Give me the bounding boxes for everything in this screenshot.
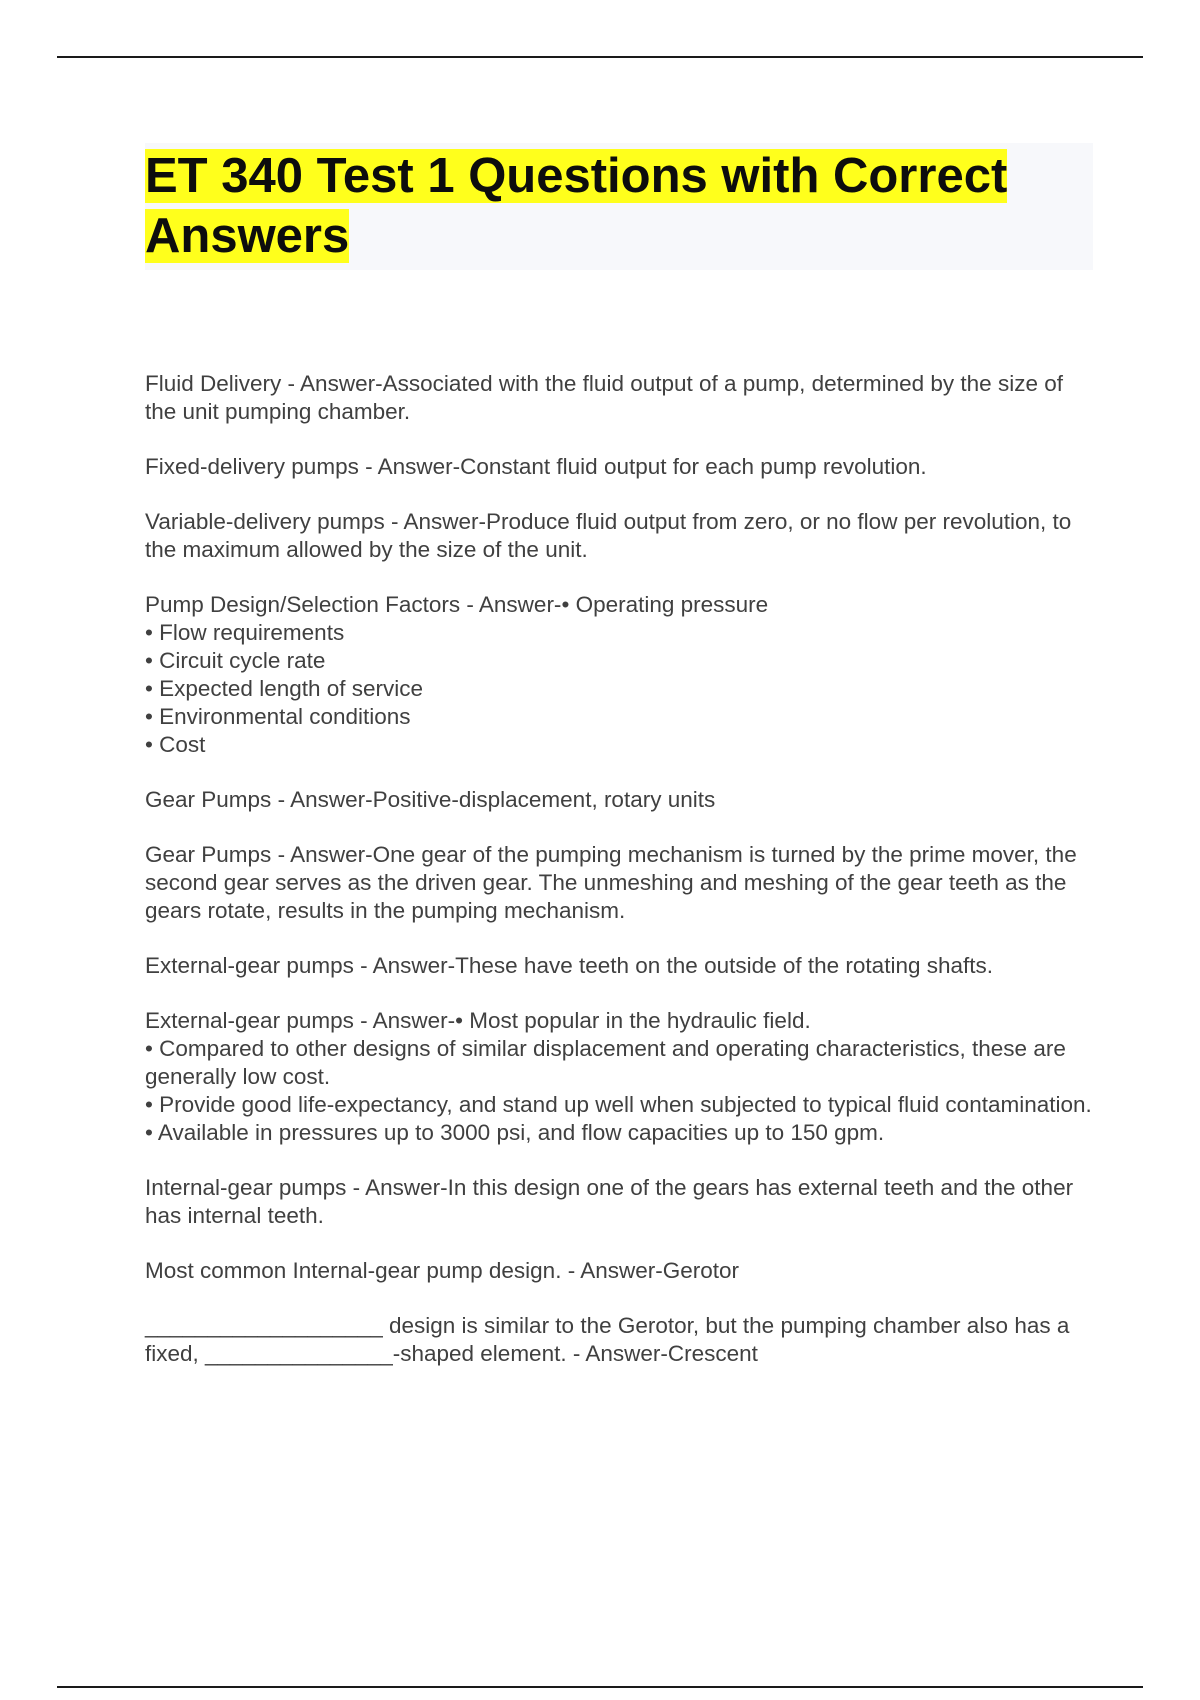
qa-answer: Produce fluid output from zero, or no flow per revolution, to the maximum allowed by the size of the unit. bbox=[145, 509, 1072, 562]
qa-question: Fluid Delivery bbox=[145, 371, 282, 396]
qa-item bbox=[145, 508, 1093, 564]
qa-question: Gear Pumps bbox=[145, 787, 272, 812]
qa-item bbox=[145, 952, 1093, 980]
qa-answer: • Operating pressure • Flow requirements • Circuit cycle rate • Expected length of service • Environmental conditions • Cost bbox=[145, 592, 769, 757]
title-block bbox=[145, 143, 1093, 270]
qa-item bbox=[145, 1174, 1093, 1230]
qa-item bbox=[145, 453, 1093, 481]
qa-question: Pump Design/Selection Factors bbox=[145, 592, 461, 617]
qa-answer: • Most popular in the hydraulic field. • Compared to other designs of similar displacement and operating characteristics, these are generally low cost. • Provide good life-expectancy, and stand up well when subjected to typical fluid contamination. • Available in pressures up to 3000 psi, and flow capacities up to 150 gpm. bbox=[145, 1008, 1092, 1145]
qa-answer: Positive-displacement, rotary units bbox=[372, 787, 716, 812]
document-title bbox=[145, 146, 1093, 266]
qa-question: ___________________ design is similar to the Gerotor, but the pumping chamber also has a fixed, _______________-shaped element. bbox=[145, 1313, 1070, 1366]
qa-question: Gear Pumps bbox=[145, 842, 272, 867]
qa-answer-separator: - Answer- bbox=[353, 953, 456, 978]
qa-answer: These have teeth on the outside of the rotating shafts. bbox=[455, 953, 993, 978]
footer-rule bbox=[57, 1686, 1143, 1688]
document-title-highlight: ET 340 Test 1 Questions with Correct Answers bbox=[145, 149, 1008, 263]
qa-answer: In this design one of the gears has external teeth and the other has internal teeth. bbox=[145, 1175, 1074, 1228]
qa-answer: Gerotor bbox=[662, 1258, 740, 1283]
qa-answer-separator: - Answer- bbox=[271, 787, 373, 812]
qa-answer: Crescent bbox=[667, 1341, 758, 1366]
qa-list bbox=[145, 370, 1093, 1368]
qa-answer: Associated with the fluid output of a pump, determined by the size of the unit pumping chamber. bbox=[145, 371, 1063, 424]
qa-answer: Constant fluid output for each pump revolution. bbox=[460, 454, 927, 479]
qa-answer-separator: - Answer- bbox=[353, 1008, 456, 1033]
qa-question: Fixed-delivery pumps bbox=[145, 454, 359, 479]
qa-answer-separator: - Answer- bbox=[346, 1175, 448, 1200]
qa-item bbox=[145, 1257, 1093, 1285]
qa-item bbox=[145, 1007, 1093, 1147]
qa-answer-separator: - Answer- bbox=[566, 1341, 668, 1366]
qa-item bbox=[145, 591, 1093, 759]
qa-answer-separator: - Answer- bbox=[358, 454, 461, 479]
qa-question: Most common Internal-gear pump design. bbox=[145, 1258, 562, 1283]
qa-answer-separator: - Answer- bbox=[271, 842, 373, 867]
qa-question: External-gear pumps bbox=[145, 953, 354, 978]
qa-question: Variable-delivery pumps bbox=[145, 509, 385, 534]
qa-item bbox=[145, 841, 1093, 925]
qa-question: Internal-gear pumps bbox=[145, 1175, 347, 1200]
qa-item bbox=[145, 370, 1093, 426]
qa-item bbox=[145, 786, 1093, 814]
qa-answer: One gear of the pumping mechanism is turned by the prime mover, the second gear serves as the driven gear. The unmeshing and meshing of the gear teeth as the gears rotate, results in the pumping mechanism. bbox=[145, 842, 1077, 923]
document-page bbox=[145, 143, 1093, 1395]
qa-answer-separator: - Answer- bbox=[561, 1258, 663, 1283]
qa-answer-separator: - Answer- bbox=[460, 592, 562, 617]
header-rule bbox=[57, 56, 1143, 58]
qa-answer-separator: - Answer- bbox=[384, 509, 486, 534]
qa-question: External-gear pumps bbox=[145, 1008, 354, 1033]
qa-item bbox=[145, 1312, 1093, 1368]
qa-answer-separator: - Answer- bbox=[281, 371, 383, 396]
